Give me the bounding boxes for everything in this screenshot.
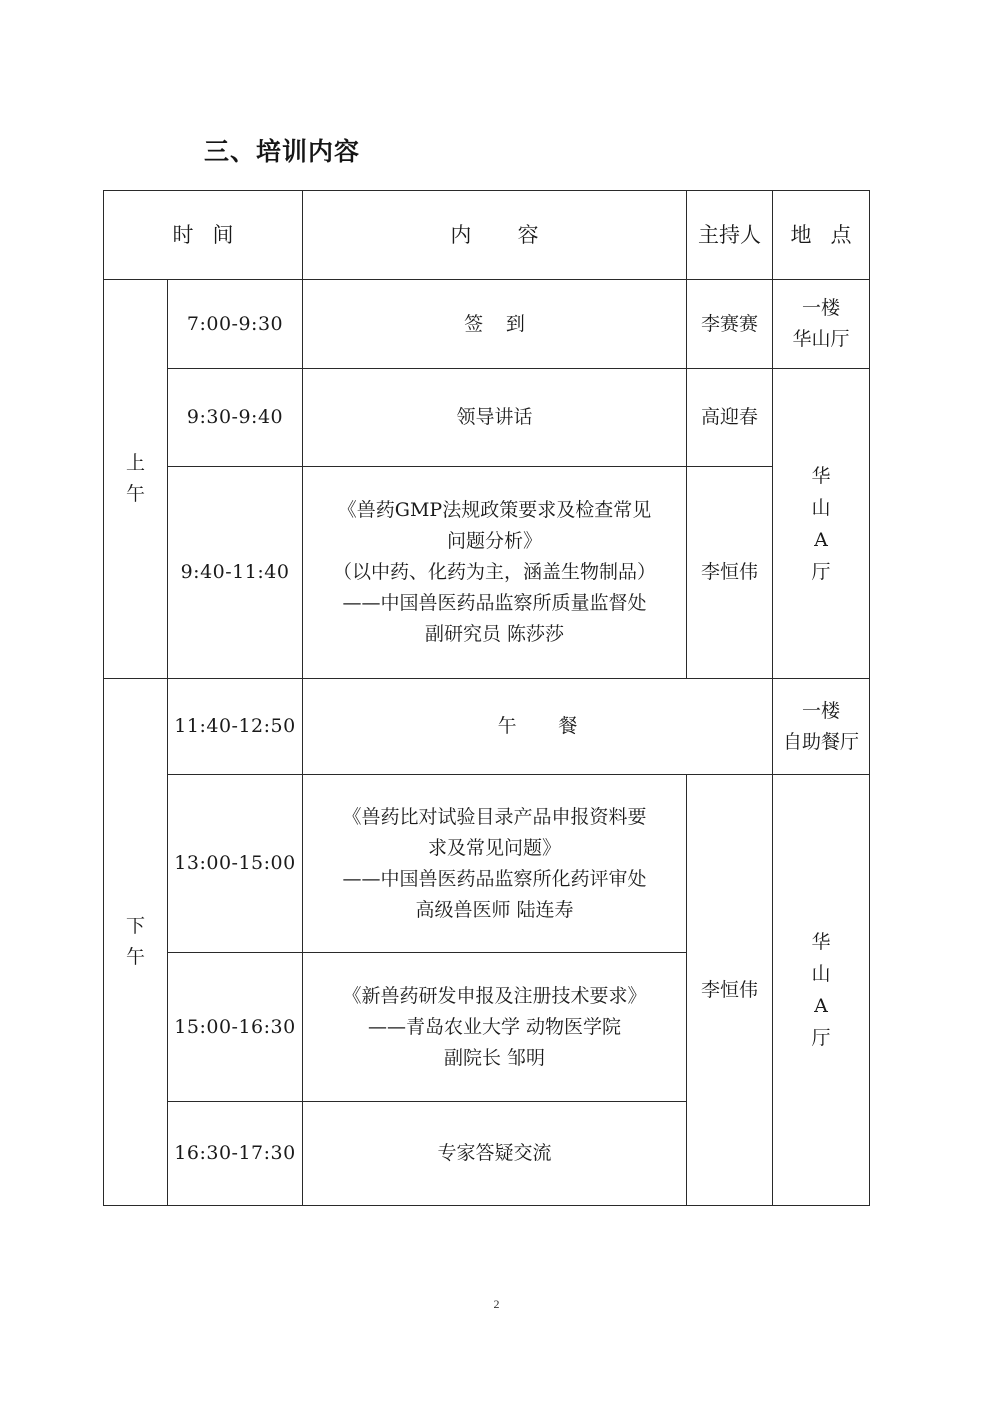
training-schedule-table <box>103 190 870 1206</box>
location-char: 华 <box>811 931 831 953</box>
time-cell: 7:00-9:30 <box>168 280 303 369</box>
content-line: 《新兽药研发申报及注册技术要求》 <box>342 984 647 1007</box>
header-content-label: 内容 <box>450 222 585 247</box>
time-cell: 9:40-11:40 <box>168 467 303 679</box>
location-line: 一楼 <box>802 297 841 319</box>
location-cell-merged <box>773 369 870 679</box>
header-row <box>104 191 870 280</box>
header-host: 主持人 <box>687 191 773 280</box>
location-line: 华山厅 <box>792 328 850 350</box>
content-line: 《兽药比对试验目录产品申报资料要 <box>342 805 647 828</box>
header-location-label: 地点 <box>790 222 871 247</box>
content-line: ——中国兽医药品监察所化药评审处 <box>342 867 647 890</box>
content-line: （以中药、化药为主，涵盖生物制品） <box>333 561 657 583</box>
content-cell <box>303 467 687 679</box>
content-cell <box>303 679 773 775</box>
host-cell: 高迎春 <box>687 369 773 467</box>
content-cell <box>303 1102 687 1206</box>
host-cell: 李赛赛 <box>687 280 773 369</box>
period-char: 午 <box>125 483 145 505</box>
period-char: 午 <box>125 946 145 968</box>
content-line: 求及常见问题》 <box>428 836 562 859</box>
location-line: 自助餐厅 <box>783 730 860 753</box>
period-char: 下 <box>125 915 145 937</box>
content-line: 专家答疑交流 <box>437 1142 552 1164</box>
time-cell: 11:40-12:50 <box>168 679 303 775</box>
location-char: 厅 <box>811 1027 831 1049</box>
page-number: 2 <box>493 1297 500 1311</box>
content-line: 领导讲话 <box>456 406 533 428</box>
table-row <box>104 280 870 369</box>
table-row <box>104 369 870 467</box>
table-row <box>104 775 870 953</box>
content-line: 副院长 邹明 <box>443 1046 546 1069</box>
location-cell <box>773 280 870 369</box>
host-cell-merged: 李恒伟 <box>687 775 773 1206</box>
section-title: 三、培训内容 <box>204 137 361 166</box>
content-line: 签到 <box>464 312 548 335</box>
content-cell <box>303 369 687 467</box>
location-cell-merged <box>773 775 870 1206</box>
location-char: A <box>814 528 828 551</box>
time-cell: 9:30-9:40 <box>168 369 303 467</box>
host-cell: 李恒伟 <box>687 467 773 679</box>
table-row <box>104 679 870 775</box>
period-afternoon <box>104 679 168 1206</box>
content-line: ——中国兽医药品监察所质量监督处 <box>342 592 647 614</box>
location-char: 厅 <box>811 560 831 583</box>
header-content <box>303 191 687 280</box>
time-cell: 15:00-16:30 <box>168 953 303 1102</box>
content-cell <box>303 953 687 1102</box>
table-row <box>104 467 870 679</box>
location-char: 山 <box>811 496 831 519</box>
content-cell <box>303 775 687 953</box>
location-cell <box>773 679 870 775</box>
location-char: 华 <box>811 464 831 487</box>
content-line: 午餐 <box>497 715 620 737</box>
header-location <box>773 191 870 280</box>
content-line: 高级兽医师 陆连寿 <box>415 898 574 921</box>
content-line: 问题分析》 <box>447 530 543 552</box>
content-line: 《兽药GMP法规政策要求及检查常见 <box>337 499 652 521</box>
location-char: 山 <box>811 963 831 985</box>
location-line: 一楼 <box>802 699 841 722</box>
time-cell: 13:00-15:00 <box>168 775 303 953</box>
content-line: 副研究员 陈莎莎 <box>424 623 565 645</box>
period-morning <box>104 280 168 679</box>
header-time <box>104 191 303 280</box>
content-cell <box>303 280 687 369</box>
location-char: A <box>814 995 828 1017</box>
header-time-label: 时间 <box>172 222 253 247</box>
time-cell: 16:30-17:30 <box>168 1102 303 1206</box>
period-char: 上 <box>125 452 145 474</box>
content-line: ——青岛农业大学 动物医学院 <box>367 1015 622 1038</box>
